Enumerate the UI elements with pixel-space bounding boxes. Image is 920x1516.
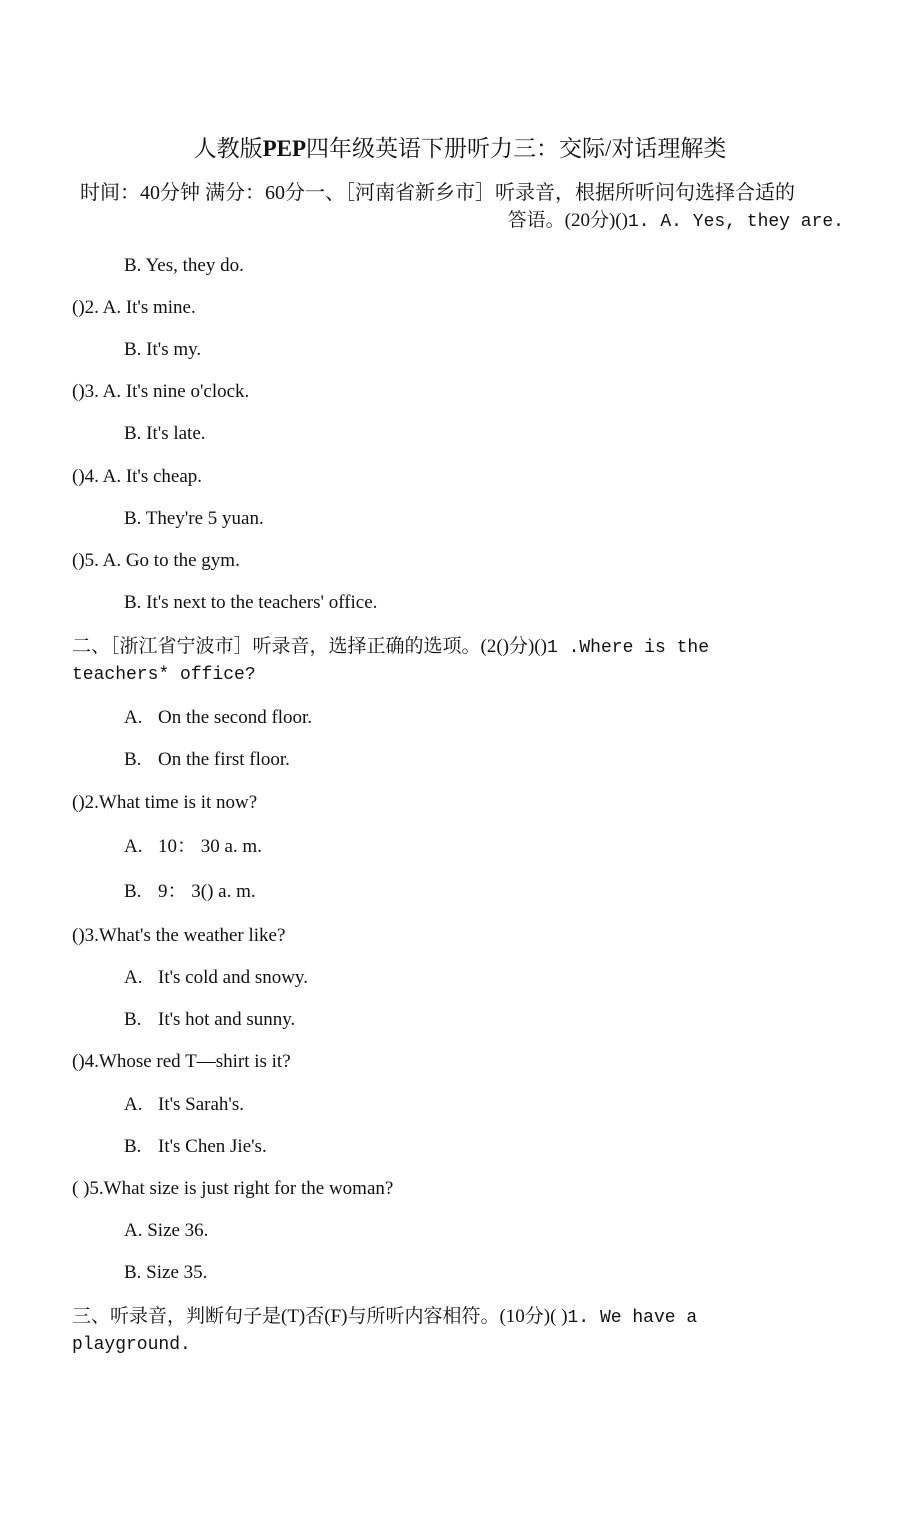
- s1-q3-option-a: ()3. A. It's nine o'clock.: [72, 381, 250, 402]
- page-title: [0, 130, 920, 163]
- option-letter: A.: [124, 707, 143, 728]
- s2-q2-question: ()2.What time is it now?: [72, 792, 258, 813]
- title-suffix: 四年级英语下册听力三：交际/对话理解类: [306, 136, 727, 161]
- s1-q2-option-a: ()2. A. It's mine.: [72, 297, 196, 318]
- title-bold: PEP: [262, 136, 307, 161]
- section2-header: [72, 636, 709, 659]
- s1-q5-option-a: ()5. A. Go to the gym.: [72, 550, 240, 571]
- option-text: On the second floor.: [158, 707, 313, 728]
- section1-header-line2: [508, 210, 844, 233]
- option-text: 10： 30 a. m.: [158, 836, 262, 857]
- s1-q4-option-b: B. They're 5 yuan.: [124, 508, 264, 529]
- option-text: It's Sarah's.: [158, 1094, 245, 1115]
- s1-q1-option-b: B. Yes, they do.: [124, 255, 244, 276]
- s2-q3-option-a: [124, 967, 308, 989]
- s1-q2-option-b: B. It's my.: [124, 339, 202, 360]
- option-letter: B.: [124, 749, 142, 770]
- s2-q5-option-a: A. Size 36.: [124, 1220, 209, 1241]
- s2-q5-question: ( )5.What size is just right for the woman?: [72, 1178, 394, 1199]
- option-letter: A.: [124, 1094, 143, 1115]
- section1-score: 答语。(20分)(): [507, 210, 628, 231]
- option-letter: A.: [124, 967, 143, 988]
- section3-header-text: 三、听录音，判断句子是(T)否(F)与所听内容相符。(10分)( ): [72, 1306, 568, 1327]
- option-letter: A.: [124, 836, 143, 857]
- s2-q2-option-a: [124, 836, 262, 858]
- option-letter: B.: [124, 881, 142, 902]
- option-text: On the first floor.: [158, 749, 290, 770]
- section2-q1-question-cont: teachers* office?: [72, 665, 256, 685]
- s2-q2-option-b: [124, 881, 256, 903]
- s2-q4-option-b: [124, 1136, 267, 1158]
- section1-header: 时间：40分钟 满分：60分一、［河南省新乡市］听录音，根据所听问句选择合适的: [80, 182, 795, 204]
- option-text: It's hot and sunny.: [158, 1009, 296, 1030]
- option-letter: B.: [124, 1136, 142, 1157]
- s1-q3-option-b: B. It's late.: [124, 423, 206, 444]
- s2-q4-question: ()4.Whose red T—shirt is it?: [72, 1051, 291, 1072]
- s2-q4-option-a: [124, 1094, 244, 1116]
- s2-q3-question: ()3.What's the weather like?: [72, 925, 286, 946]
- s2-q1-option-b: [124, 749, 290, 771]
- section2-header-text: 二、［浙江省宁波市］听录音，选择正确的选项。(2()分)(): [72, 636, 547, 657]
- s2-q1-option-a: [124, 707, 312, 729]
- title-prefix: 人教版: [193, 136, 263, 161]
- option-text: It's Chen Jie's.: [158, 1136, 267, 1157]
- section3-q1-sentence-cont: playground.: [72, 1335, 191, 1355]
- option-text: It's cold and snowy.: [158, 967, 308, 988]
- s1-q5-option-b: B. It's next to the teachers' office.: [124, 592, 378, 613]
- s2-q3-option-b: [124, 1009, 295, 1031]
- section2-q1-question: 1 .Where is the: [546, 638, 709, 658]
- option-letter: B.: [124, 1009, 142, 1030]
- section3-header: [72, 1306, 697, 1329]
- option-text: 9： 3() a. m.: [158, 881, 256, 902]
- s2-q5-option-b: B. Size 35.: [124, 1262, 208, 1283]
- section3-q1-sentence: 1. We have a: [567, 1308, 698, 1328]
- s1-q4-option-a: ()4. A. It's cheap.: [72, 466, 203, 487]
- section1-q1-option-a: 1. A. Yes, they are.: [627, 212, 844, 232]
